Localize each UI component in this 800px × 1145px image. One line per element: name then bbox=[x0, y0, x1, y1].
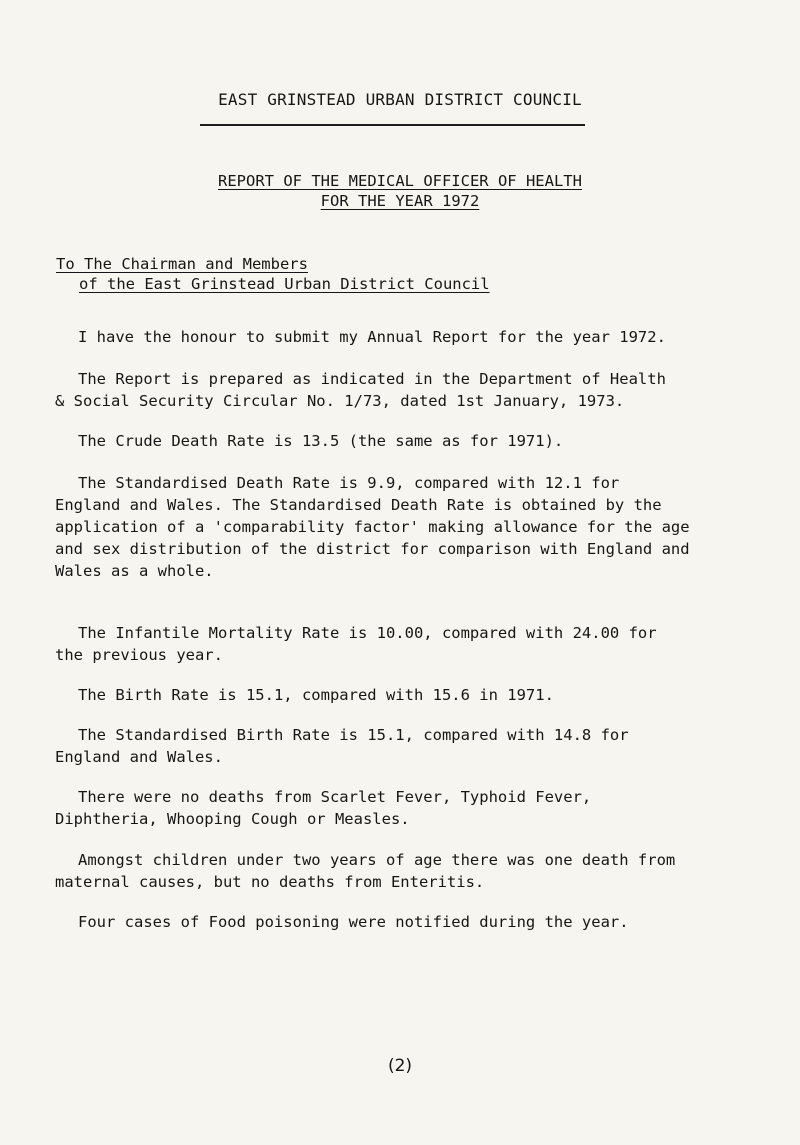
report-title bbox=[0, 172, 800, 190]
paragraph-birth-rate bbox=[55, 684, 755, 706]
addressee-line-2: of the East Grinstead Urban District Council bbox=[79, 275, 490, 293]
paragraph-line: & Social Security Circular No. 1/73, dated 1st January, 1973. bbox=[55, 392, 625, 410]
paragraph-circular bbox=[55, 368, 755, 412]
paragraph-line: and sex distribution of the district for comparison with England and bbox=[55, 540, 690, 558]
paragraph-line: The Standardised Birth Rate is 15.1, compared with 14.8 for bbox=[78, 726, 629, 744]
paragraph-line: The Crude Death Rate is 13.5 (the same as for 1971). bbox=[78, 432, 564, 450]
paragraph-line: application of a 'comparability factor' making allowance for the age bbox=[55, 518, 690, 536]
paragraph-standardised-death-rate bbox=[55, 472, 755, 582]
report-year bbox=[0, 192, 800, 210]
paragraph-line: Amongst children under two years of age there was one death from bbox=[78, 851, 676, 869]
paragraph-crude-death-rate bbox=[55, 430, 755, 452]
paragraph-line: England and Wales. bbox=[55, 748, 223, 766]
paragraph-line: maternal causes, but no deaths from Enteritis. bbox=[55, 873, 485, 891]
report-title-line-2: FOR THE YEAR 1972 bbox=[320, 192, 480, 210]
paragraph-line: The Report is prepared as indicated in the Department of Health bbox=[78, 370, 666, 388]
paragraph-line: Wales as a whole. bbox=[55, 562, 214, 580]
paragraph-line: The Birth Rate is 15.1, compared with 15.6 in 1971. bbox=[78, 686, 554, 704]
paragraph-standardised-birth-rate bbox=[55, 724, 755, 768]
paragraph-infectious-deaths bbox=[55, 786, 755, 830]
paragraph-line: The Standardised Death Rate is 9.9, compared with 12.1 for bbox=[78, 474, 620, 492]
paragraph-line: The Infantile Mortality Rate is 10.00, compared with 24.00 for bbox=[78, 624, 657, 642]
paragraph-line: Four cases of Food poisoning were notified during the year. bbox=[78, 913, 629, 931]
paragraph-child-deaths bbox=[55, 849, 755, 893]
paragraph-line: I have the honour to submit my Annual Report for the year 1972. bbox=[78, 328, 666, 346]
paragraph-food-poisoning bbox=[55, 911, 755, 933]
paragraph-annual-report bbox=[55, 326, 755, 348]
paragraph-line: England and Wales. The Standardised Death Rate is obtained by the bbox=[55, 496, 662, 514]
paragraph-line: There were no deaths from Scarlet Fever, Typhoid Fever, bbox=[78, 788, 592, 806]
paragraph-infantile-mortality bbox=[55, 622, 755, 666]
title-rule bbox=[200, 124, 585, 126]
report-title-line-1: REPORT OF THE MEDICAL OFFICER OF HEALTH bbox=[218, 172, 582, 190]
page-number: (2) bbox=[387, 1056, 413, 1076]
council-title: EAST GRINSTEAD URBAN DISTRICT COUNCIL bbox=[218, 90, 582, 109]
addressee-line-1: To The Chairman and Members bbox=[56, 255, 308, 273]
paragraph-line: Diphtheria, Whooping Cough or Measles. bbox=[55, 810, 410, 828]
paragraph-line: the previous year. bbox=[55, 646, 223, 664]
